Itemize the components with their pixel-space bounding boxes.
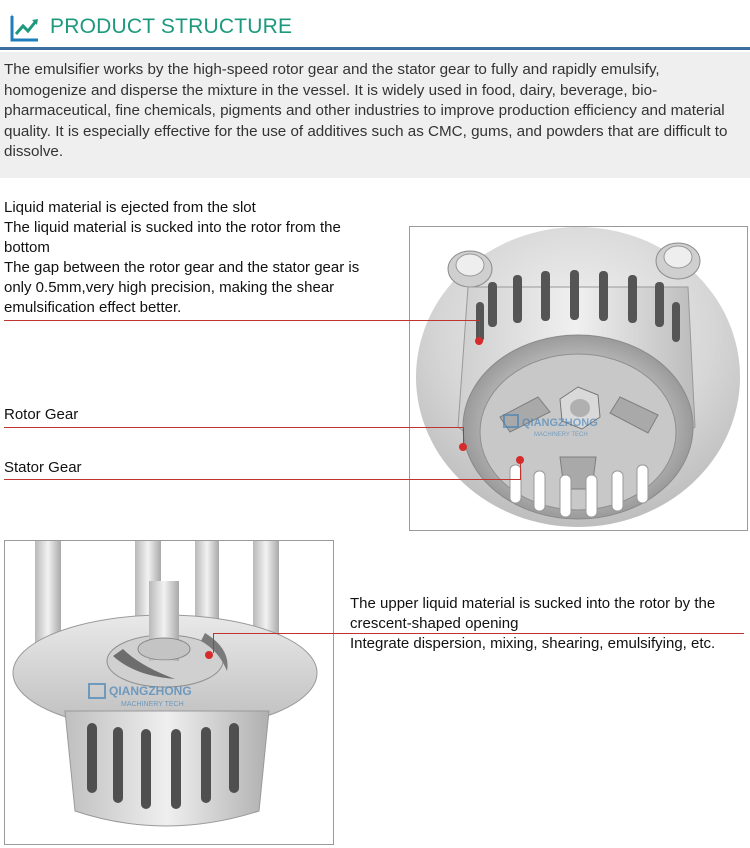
watermark-brand-bottom: QIANGZHONG (109, 684, 192, 698)
chart-trend-icon (8, 10, 42, 44)
leader-line-crescent-drop (213, 633, 214, 653)
callout-gap-precision-cont: only 0.5mm,very high precision, making the shear (4, 279, 335, 296)
leader-line-gap (4, 320, 480, 321)
leader-line-stator-rise (520, 462, 521, 480)
watermark-sub: MACHINERY TECH (534, 432, 588, 438)
stator-head-illustration (410, 227, 747, 530)
callout-integrated-functions: Integrate dispersion, mixing, shearing, emulsifying, etc. (350, 635, 716, 652)
head-side-photo (4, 540, 334, 845)
callout-dot-rotor (459, 443, 467, 451)
callout-crescent-suction-cont: crescent-shaped opening (350, 615, 519, 632)
section-title: PRODUCT STRUCTURE (50, 15, 293, 38)
callout-bottom-suction-cont: bottom (4, 239, 50, 256)
stator-head-photo (409, 226, 748, 531)
bolt-right (656, 243, 700, 279)
callout-dot-gap (475, 337, 483, 345)
leader-line-rotor (4, 427, 464, 428)
intro-paragraph: The emulsifier works by the high-speed rotor gear and the stator gear to fully and rapidly emulsify, homogenize and disperse the mixture in the vessel. It is widely used in food, dairy, beverage, bio-pharmaceutical, fine chemicals, pigments and other industries to improve production efficiency and material quality. It is especially effective for the use of additives such as CMC, gums, and powders that are difficult to dissolve. (4, 61, 728, 160)
bolt-left (448, 251, 492, 287)
section-header (0, 0, 750, 52)
callout-dot-stator (516, 456, 524, 464)
watermark-sub-bottom: MACHINERY TECH (121, 701, 184, 708)
callout-gap-precision-end: emulsification effect better. (4, 299, 182, 316)
leader-line-stator (4, 479, 520, 480)
callout-bottom-suction: The liquid material is sucked into the rotor from the (4, 219, 341, 236)
callout-crescent-suction: The upper liquid material is sucked into the rotor by the (350, 595, 716, 612)
head-side-illustration (5, 541, 333, 844)
callout-slot-ejection: Liquid material is ejected from the slot (4, 199, 256, 216)
header-rule (0, 47, 750, 50)
watermark-brand: QIANGZHONG (522, 417, 598, 429)
callout-gap-precision: The gap between the rotor gear and the stator gear is (4, 259, 360, 276)
leader-line-crescent (214, 633, 744, 634)
label-rotor-gear: Rotor Gear (4, 406, 79, 423)
callout-dot-crescent (205, 651, 213, 659)
label-stator-gear: Stator Gear (4, 459, 82, 476)
